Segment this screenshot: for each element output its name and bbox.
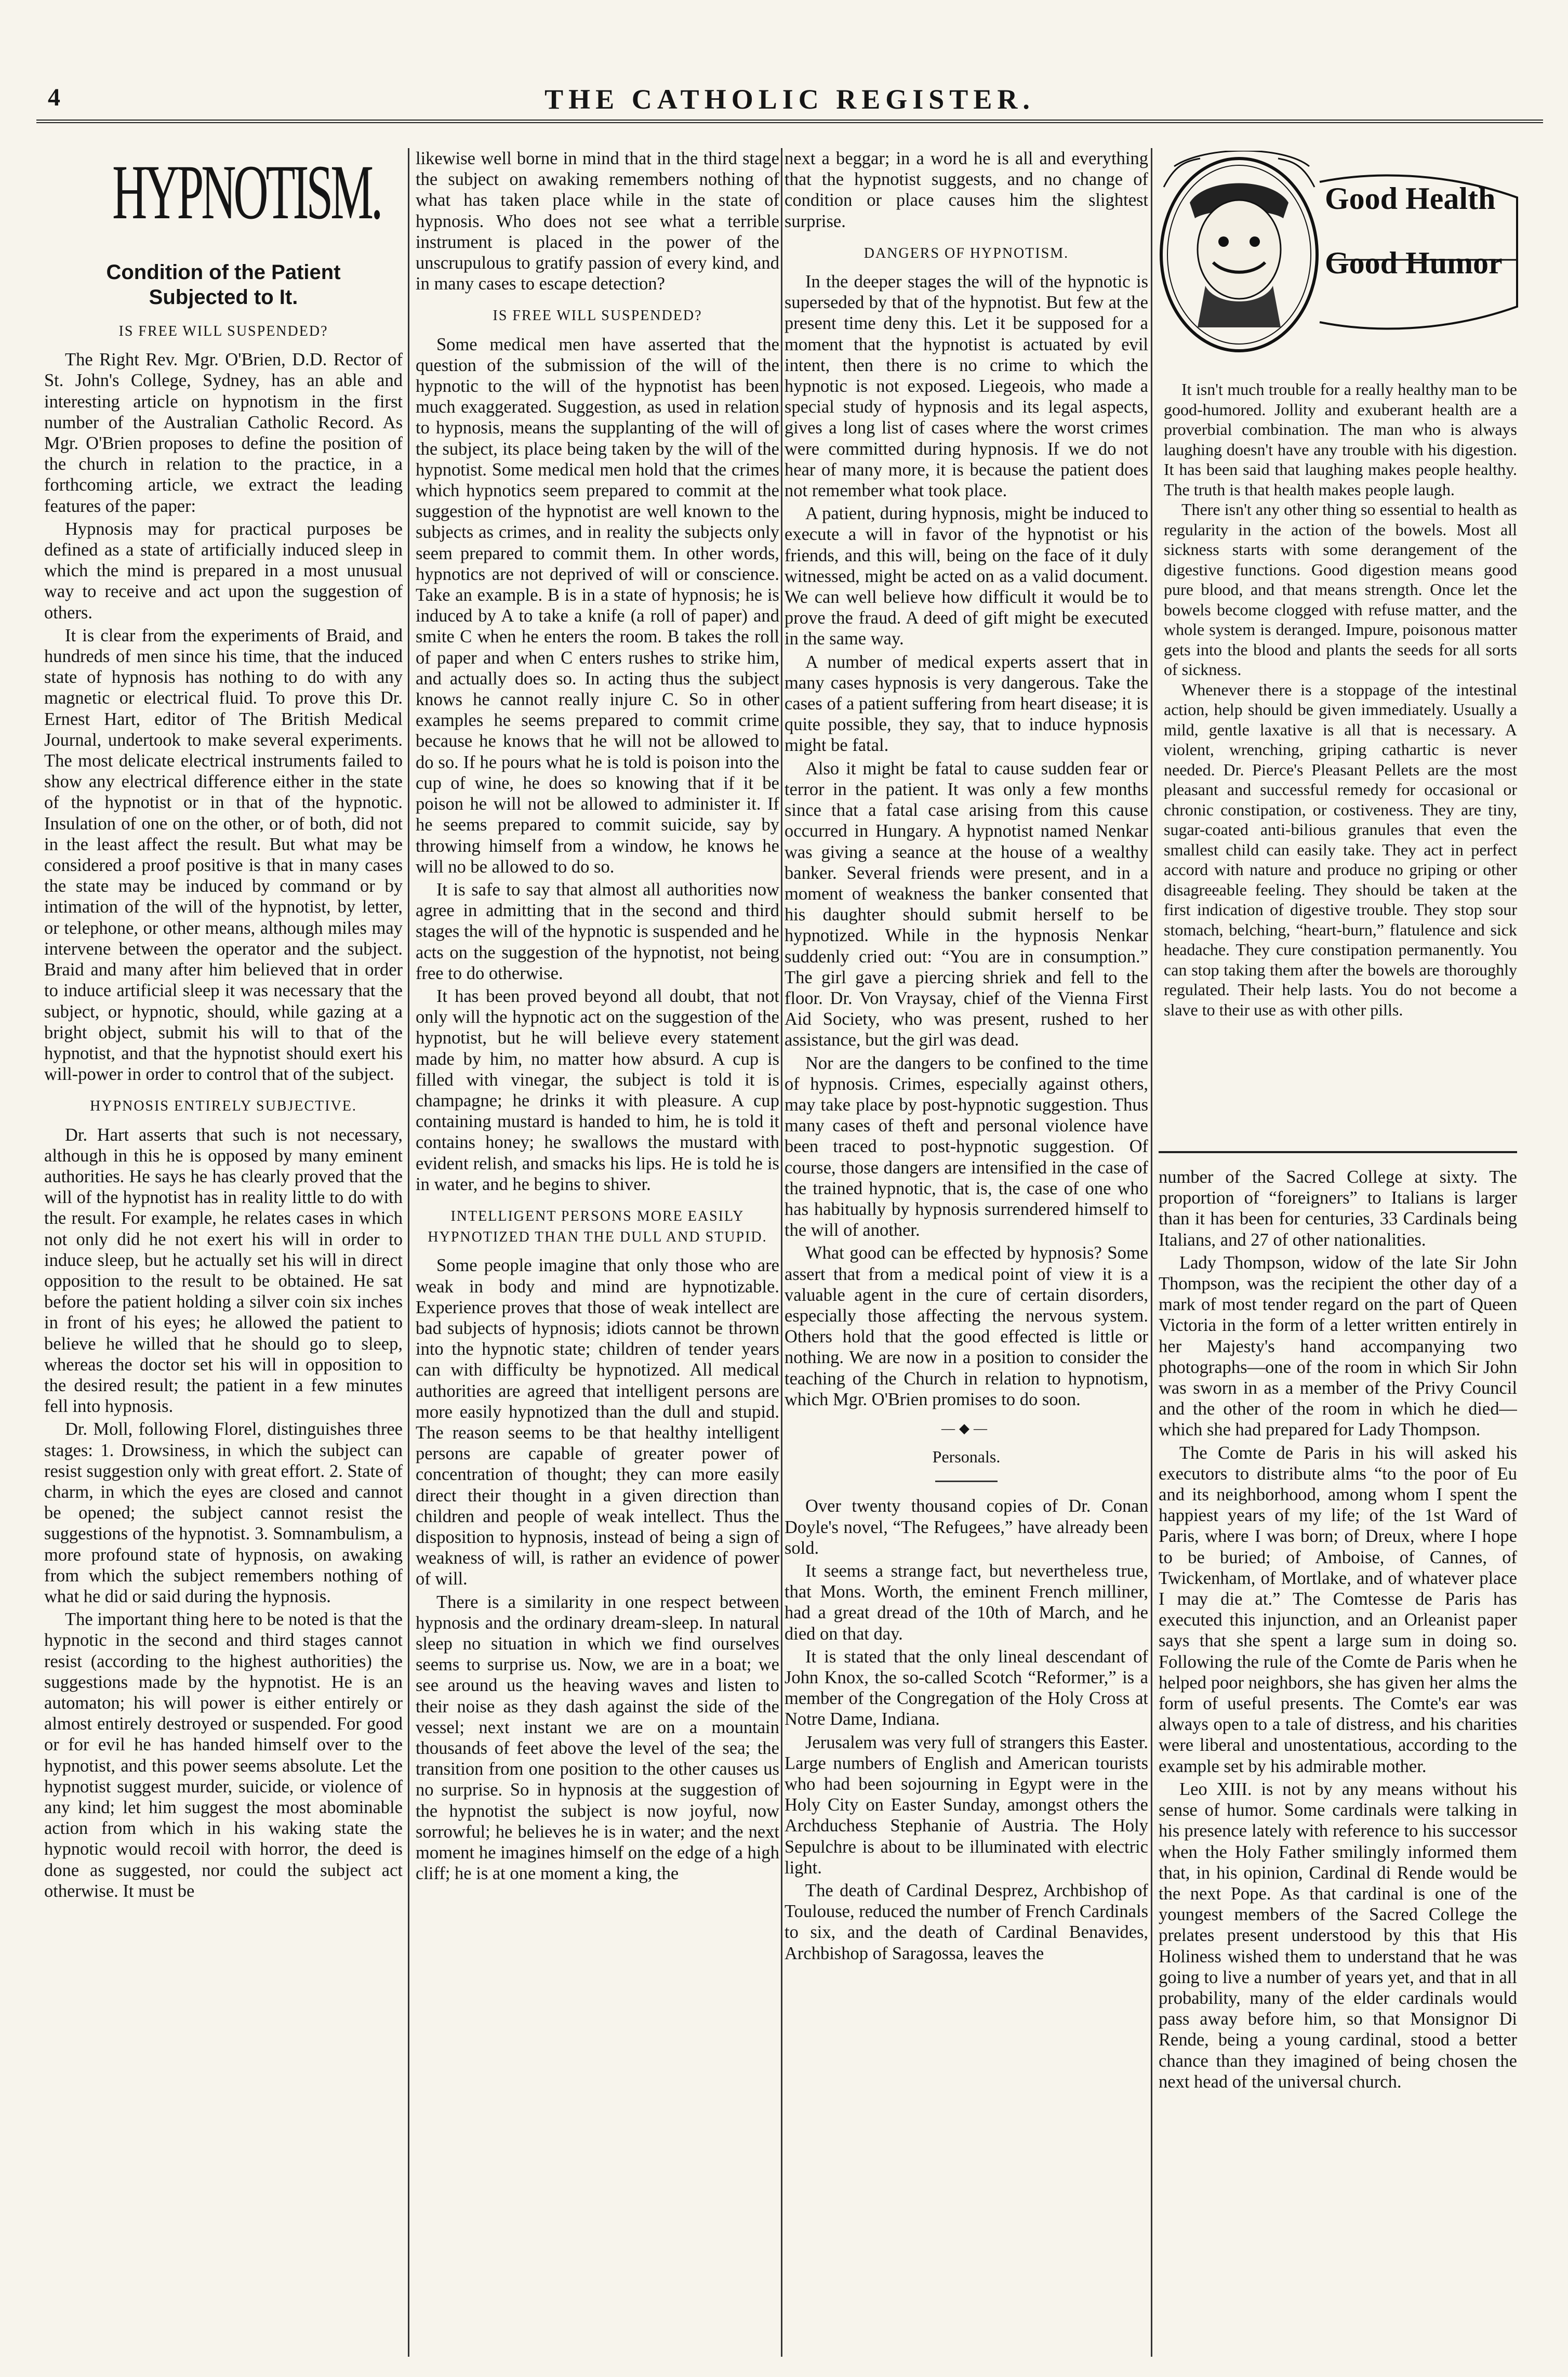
column-rule <box>781 148 782 2357</box>
paper-name: THE CATHOLIC REGISTER. <box>544 84 1035 115</box>
paragraph: The Comte de Paris in his will asked his executors to distribute alms “to the poor of Eu and its neighborhood, among whom I spent the happiest years of my life; of the 1st Ward of Paris, where I was born; of Dreux, where I hope to be buried; of Amboise, of Cannes, of Twickenham, of Mortlake, and of whatever place I may die at.” The Comtesse de Paris has executed this injunction, and an Orleanist paper says that she spent a large sum in doing so. Following the rule of the Comte de Paris when he helped poor neighbors, she has given her alms the form of useful presents. The Comte's ear was always open to a tale of distress, and his charities were liberal and unostentatious, according to the example set by his admirable mother. <box>1159 1443 1517 1776</box>
paragraph: It has been proved beyond all doubt, that not only will the hypnotic act on the suggestion of the hypnotist, but he will believe every statement made by him, no matter how absurd. A cup is filled with vinegar, the subject is told it is champagne; he drinks it with pleasure. A cup containing mustard is handed to him, he is told it contains honey; he swallows the mustard with evident relish, and smacks his lips. He is told he is in water, and he begins to shiver. <box>416 986 779 1194</box>
column-4 <box>1159 1167 1517 2359</box>
paragraph: Jerusalem was very full of strangers this Easter. Large numbers of English and American tourists who had been sojourning in Egypt were in the Holy City on Easter Sunday, amongst others the Archduchess Stephanie of Austria. The Holy Sepulchre is about to be illuminated with electric light. <box>785 1732 1148 1878</box>
paragraph: The death of Cardinal Desprez, Archbishop of Toulouse, reduced the number of French Cardinals to six, and the death of Cardinal Benavides, Archbishop of Saragossa, leaves the <box>785 1881 1148 1963</box>
paragraph: likewise well borne in mind that in the third stage the subject on awaking remembers nothing of what has taken place while in the state of hypnosis. Who does not see what a terrible instrument is placed in the power of the unscrupulous to gratify passion of every kind, and in many cases to escape detection? <box>416 149 779 294</box>
paragraph: A patient, during hypnosis, might be induced to execute a will in favor of the hypnotist or his friends, and this will, being on the face of it duly witnessed, might be acted on as a valid document. We can well believe how difficult it would be to prove the fraud. A deed of gift might be executed in the same way. <box>785 504 1148 649</box>
article-body <box>44 349 403 1085</box>
paragraph: Nor are the dangers to be confined to the time of hypnosis. Crimes, especially against others, may take place by post-hypnotic suggestion. Thus many cases of theft and personal violence have been traced to post-hypnotic suggestion. Of course, those dangers are intensified in the case of the trained hypnotic, that is, the case of one who has habitually by hypnosis surrendered himself to the will of another. <box>785 1053 1148 1240</box>
paragraph: Some people imagine that only those who are weak in body and mind are hypnotizable. Experience proves that those of weak intellect are bad subjects of hypnosis; idiots cannot be thrown into the hypnotic state; children of tender years can with difficulty be hypnotized. All medical authorities are agreed that intelligent persons are more easily hypnotized than the dull and stupid. The reason seems to be that healthy intelligent persons are capable of greater power of concentration of thought; they can more easily direct their thought in a given direction than children and people of weak intellect. Thus the disposition to hypnosis, instead of being a sign of weakness of will, is rather an evidence of power of will. <box>416 1256 779 1589</box>
advertisement-rule <box>1159 1151 1517 1153</box>
paragraph: Over twenty thousand copies of Dr. Conan Doyle's novel, “The Refugees,” have already been sold. <box>785 1496 1148 1558</box>
paragraph: It isn't much trouble for a really healthy man to be good-humored. Jollity and exuberant health are a proverbial combination. The man who is always laughing doesn't have any trouble with his digestion. It has been said that laughing makes people healthy. The truth is that health makes people laugh. <box>1164 380 1517 499</box>
paragraph: There is a similarity in one respect between hypnosis and the ordinary dream-sleep. In natural sleep no situation in which we find ourselves seems to surprise us. Now, we are in a boat; we see around us the heaving waves and listen to their noise as they dash against the side of the vessel; next instant we are on a mountain thousands of feet above the level of the sea; the transition from one position to the other causes us no surprise. So in hypnosis at the suggestion of the hypnotist the subject is now joyful, now sorrowful; he believes he is in water; and the next moment he imagines himself on the edge of a high cliff; he is at one moment a king, the <box>416 1592 779 1884</box>
paragraph: The important thing here to be noted is that the hypnotic in the second and third stages cannot resist (according to the highest authorities) the suggestions made by the hypnotist. He is an automaton; his will power is either entirely or almost entirely destroyed or suspended. For good or for evil he has handed himself over to the hypnotist, and this power seems absolute. Let the hypnotist suggest murder, suicide, or violence of any kind; let him suggest the most abominable action from which in his waking state the hypnotic would recoil with horror, the deed is done as suggested, nor could the subject act otherwise. It must be <box>44 1609 403 1901</box>
paragraph: There isn't any other thing so essential to health as regularity in the action of the bowels. Most all sickness starts with some derangement of the digestive functions. Good digestion means good pure blood, and that means strength. Once let the bowels become clogged with refuse matter, and the whole system is deranged. Impure, poisonous matter gets into the blood and plants the seeds for all sorts of sickness. <box>1164 500 1517 679</box>
short-rule <box>935 1481 998 1482</box>
article-title: HYPNOTISM. <box>112 149 381 235</box>
paragraph: It seems a strange fact, but nevertheless true, that Mons. Worth, the eminent French milliner, had a great dread of the 10th of March, and he died on that day. <box>785 1561 1148 1644</box>
paragraph: In the deeper stages the will of the hypnotic is superseded by that of the hypnotist. But few at the present time deny this. Let it be supposed for a moment that the hypnotist is actuated by evil intent, then there is no crime to which the hypnotic is not exposed. Liegeois, who made a special study of hypnosis and its legal aspects, gives a long list of cases where the worst crimes were committed during hypnosis. If we do not hear of many more, it is because the patient does not remember what took place. <box>785 272 1148 501</box>
page-number: 4 <box>48 84 60 111</box>
section-subhead: HYPNOSIS ENTIRELY SUBJECTIVE. <box>90 1098 357 1115</box>
paragraph: Some medical men have asserted that the question of the submission of the will of the hypnotic to the will of the hypnotist has been much exaggerated. Suggestion, as used in relation to hypnosis, means the supplanting of the will of the subject, its place being taken by the will of the hypnotist. Some medical men hold that the crimes which hypnotics seem prepared to commit at the suggestion of the hypnotist are well known to the subjects as crimes, and in reality the subjects only seem prepared to commit them. In other words, hypnotics are not deprived of will or conscience. Take an example. B is in a state of hypnosis; he is induced by A to take a knife (a roll of paper) and smite C when he enters the room. B takes the roll of paper and when C enters rushes to strike him, and actually does so. In acting thus the subject knows he cannot really injure C. So in other examples he seems prepared to commit crime because he knows that he will not be allowed to do so. If he pours what he is told is poison into the cup of wine, he does so knowing that if it be poison he will not be allowed to administer it. If he seems prepared to commit suicide, say by throwing himself from a window, he knows he will no be allowed to do so. <box>416 334 779 877</box>
column-rule <box>1151 148 1152 2357</box>
paragraph: number of the Sacred College at sixty. The proportion of “foreigners” to Italians is larger than it has been for centuries, 33 Cardinals being Italians, and 27 of other nationalities. <box>1159 1167 1517 1250</box>
paragraph: It is clear from the experiments of Braid, and hundreds of men since his time, that the induced state of hypnosis has nothing to do with any magnetic or electrical fluid. To prove this Dr. Ernest Hart, editor of The British Medical Journal, undertook to make several experiments. The most delicate electrical instruments failed to show any electrical difference either in the state of the hypnotist or in that of the hypnotic. Insulation of one on the other, or of both, did not in the least affect the result. But what may be considered a proof positive is that in many cases the state may be induced by command or by intimation of the will of the hypnotist, by letter, or telephone, or other means, although miles may intervene between the operator and the subject. Braid and many after him believed that in order to induce artificial sleep it was necessary that the subject, or hypnotic, should, while gazing at a bright object, submit his will to that of the hypnotist, and that the hypnotist should exert his will-power in order to control that of the subject. <box>44 625 403 1085</box>
column-1 <box>44 148 403 2357</box>
article-body <box>44 1125 403 1902</box>
paragraph: A number of medical experts assert that in many cases hypnosis is very dangerous. Take the cases of a patient suffering from heart disease; it is quite possible, they say, that to induce hypnosis might be fatal. <box>785 652 1148 756</box>
headline-good-humor: Good Humor <box>1325 246 1503 280</box>
advertisement-headline <box>1325 177 1522 285</box>
headline-good-health: Good Health <box>1325 181 1496 216</box>
paragraph: next a beggar; in a word he is all and everything that the hypnotist suggests, and no change of condition or place causes him the slightest surprise. <box>785 149 1148 231</box>
paragraph: Leo XIII. is not by any means without his sense of humor. Some cardinals were talking in his presence lately with reference to his successor when the Holy Father smilingly informed them that, in his opinion, Cardinal di Rende would be the next Pope. As that cardinal is one of the youngest members of the Sacred College the prelates present understood by this that His Holiness wished them to understand that he was going to live a number of years yet, and that in all probability, many of the elder cardinals would pass away before him, so that Monsignor Di Rende, being a young cardinal, stood a better chance than they imagined of being chosen the next head of the universal church. <box>1159 1779 1517 2092</box>
paragraph: Dr. Moll, following Florel, distinguishes three stages: 1. Drowsiness, in which the subject can resist suggestion only with great effort. 2. State of charm, in which the eyes are closed and cannot be opened; the subject cannot resist the suggestions of the hypnotist. 3. Somnambulism, a more profound state of hypnosis, on awaking from which the subject remembers nothing of what he did or said during the hypnosis. <box>44 1419 403 1606</box>
advertisement-body <box>1164 379 1517 1020</box>
paragraph: Also it might be fatal to cause sudden fear or terror in the patient. It was only a few months since that a fatal case arising from this cause occurred in Hungary. A hypnotist named Nenkar was giving a seance at the house of a wealthy banker. Several friends were present, and in a moment of weakness the banker consented that his daughter should submit herself to be hypnotized. While in the hypnosis Nenkar suddenly cried out: “You are in consumption.” The girl gave a piercing shriek and fell to the floor. Dr. Von Vraysay, chief of the Vienna First Aid Society, who was present, rushed to her assistance, but the girl was dead. <box>785 758 1148 1050</box>
personals-title: Personals. <box>932 1447 1001 1467</box>
article-subtitle: Condition of the Patient Subjected to It. <box>106 261 341 309</box>
column-2 <box>416 148 779 2357</box>
paragraph: Hypnosis may for practical purposes be defined as a state of artificially induced sleep in which the mind is prepared in a most unusual way to receive and act upon the suggestion of others. <box>44 519 403 623</box>
section-subhead: INTELLIGENT PERSONS MORE EASILY HYPNOTIZED THAN THE DULL AND STUPID. <box>428 1208 767 1246</box>
column-rule <box>408 148 409 2357</box>
paragraph: Lady Thompson, widow of the late Sir John Thompson, was the recipient the other day of a mark of most tender regard on the part of Queen Victoria in the form of a letter written entirely in her Majesty's hand accompanying two photographs—one of the room in which Sir John was sworn in as a member of the Privy Council and the other of the room in which he died—which she had prepared for Lady Thompson. <box>1159 1252 1517 1440</box>
section-subhead: IS FREE WILL SUSPENDED? <box>493 308 702 324</box>
paragraph: Dr. Hart asserts that such is not necessary, although in this he is opposed by many eminent authorities. He says he has clearly proved that the will of the hypnotist has in reality little to do with the result. For example, he relates cases in which not only did he not exert his will in order to induce sleep, but he actually set his will in direct opposition to the result to be obtained. He sat before the patient holding a silver coin six inches in front of his eyes; he allowed the patient to believe he willed that he should go to sleep, whereas the doctor set his will in opposition to the desired result; the patient in a few minutes fell into hypnosis. <box>44 1125 403 1417</box>
paragraph: What good can be effected by hypnosis? Some assert that from a medical point of view it is a valuable agent in the cure of certain disorders, especially those affecting the nervous system. Others hold that the good effected is little or nothing. We are now in a position to consider the teaching of the Church in relation to hypnotism, which Mgr. O'Brien promises to do soon. <box>785 1243 1148 1409</box>
paragraph: It is safe to say that almost all authorities now agree in admitting that in the second and third stages the will of the hypnotic is suspended and he acts on the suggestion of the hypnotist, not being free to do otherwise. <box>416 879 779 983</box>
advertisement <box>1153 151 1527 1143</box>
section-subhead: DANGERS OF HYPNOTISM. <box>863 245 1069 261</box>
masthead <box>36 83 1543 123</box>
paragraph: It is stated that the only lineal descendant of John Knox, the so-called Scotch “Reformer,” is a member of the Congregation of the Holy Cross at Notre Dame, Indiana. <box>785 1646 1148 1729</box>
ornament-divider: —◆— <box>941 1420 991 1436</box>
paragraph: The Right Rev. Mgr. O'Brien, D.D. Rector of St. John's College, Sydney, has an able and interesting article on hypnotism in the first number of the Australian Catholic Record. As Mgr. O'Brien proposes to define the position of the church in relation to the practice, in a forthcoming article, we extract the leading features of the paper: <box>44 350 403 516</box>
article-kicker: IS FREE WILL SUSPENDED? <box>118 323 328 339</box>
column-3 <box>785 148 1148 2357</box>
paragraph: Whenever there is a stoppage of the intestinal action, help should be given immediately. Usually a mild, gentle laxative is all that is necessary. A violent, wrenching, griping cathartic is never needed. Dr. Pierce's Pleasant Pellets are the most pleasant and successful remedy for occasional or chronic constipation, or costiveness. They are tiny, sugar-coated anti-bilious granules that even the smallest child can easily take. They act in perfect accord with nature and produce no griping or other disagreeable feeling. They should be taken at the first indication of digestive trouble. They stop sour stomach, belching, “heart-burn,” flatulence and sick headache. They cure constipation permanently. You can stop taking them after the bowels are thoroughly regulated. Their help lasts. You do not become a slave to their use as with other pills. <box>1164 680 1517 1019</box>
